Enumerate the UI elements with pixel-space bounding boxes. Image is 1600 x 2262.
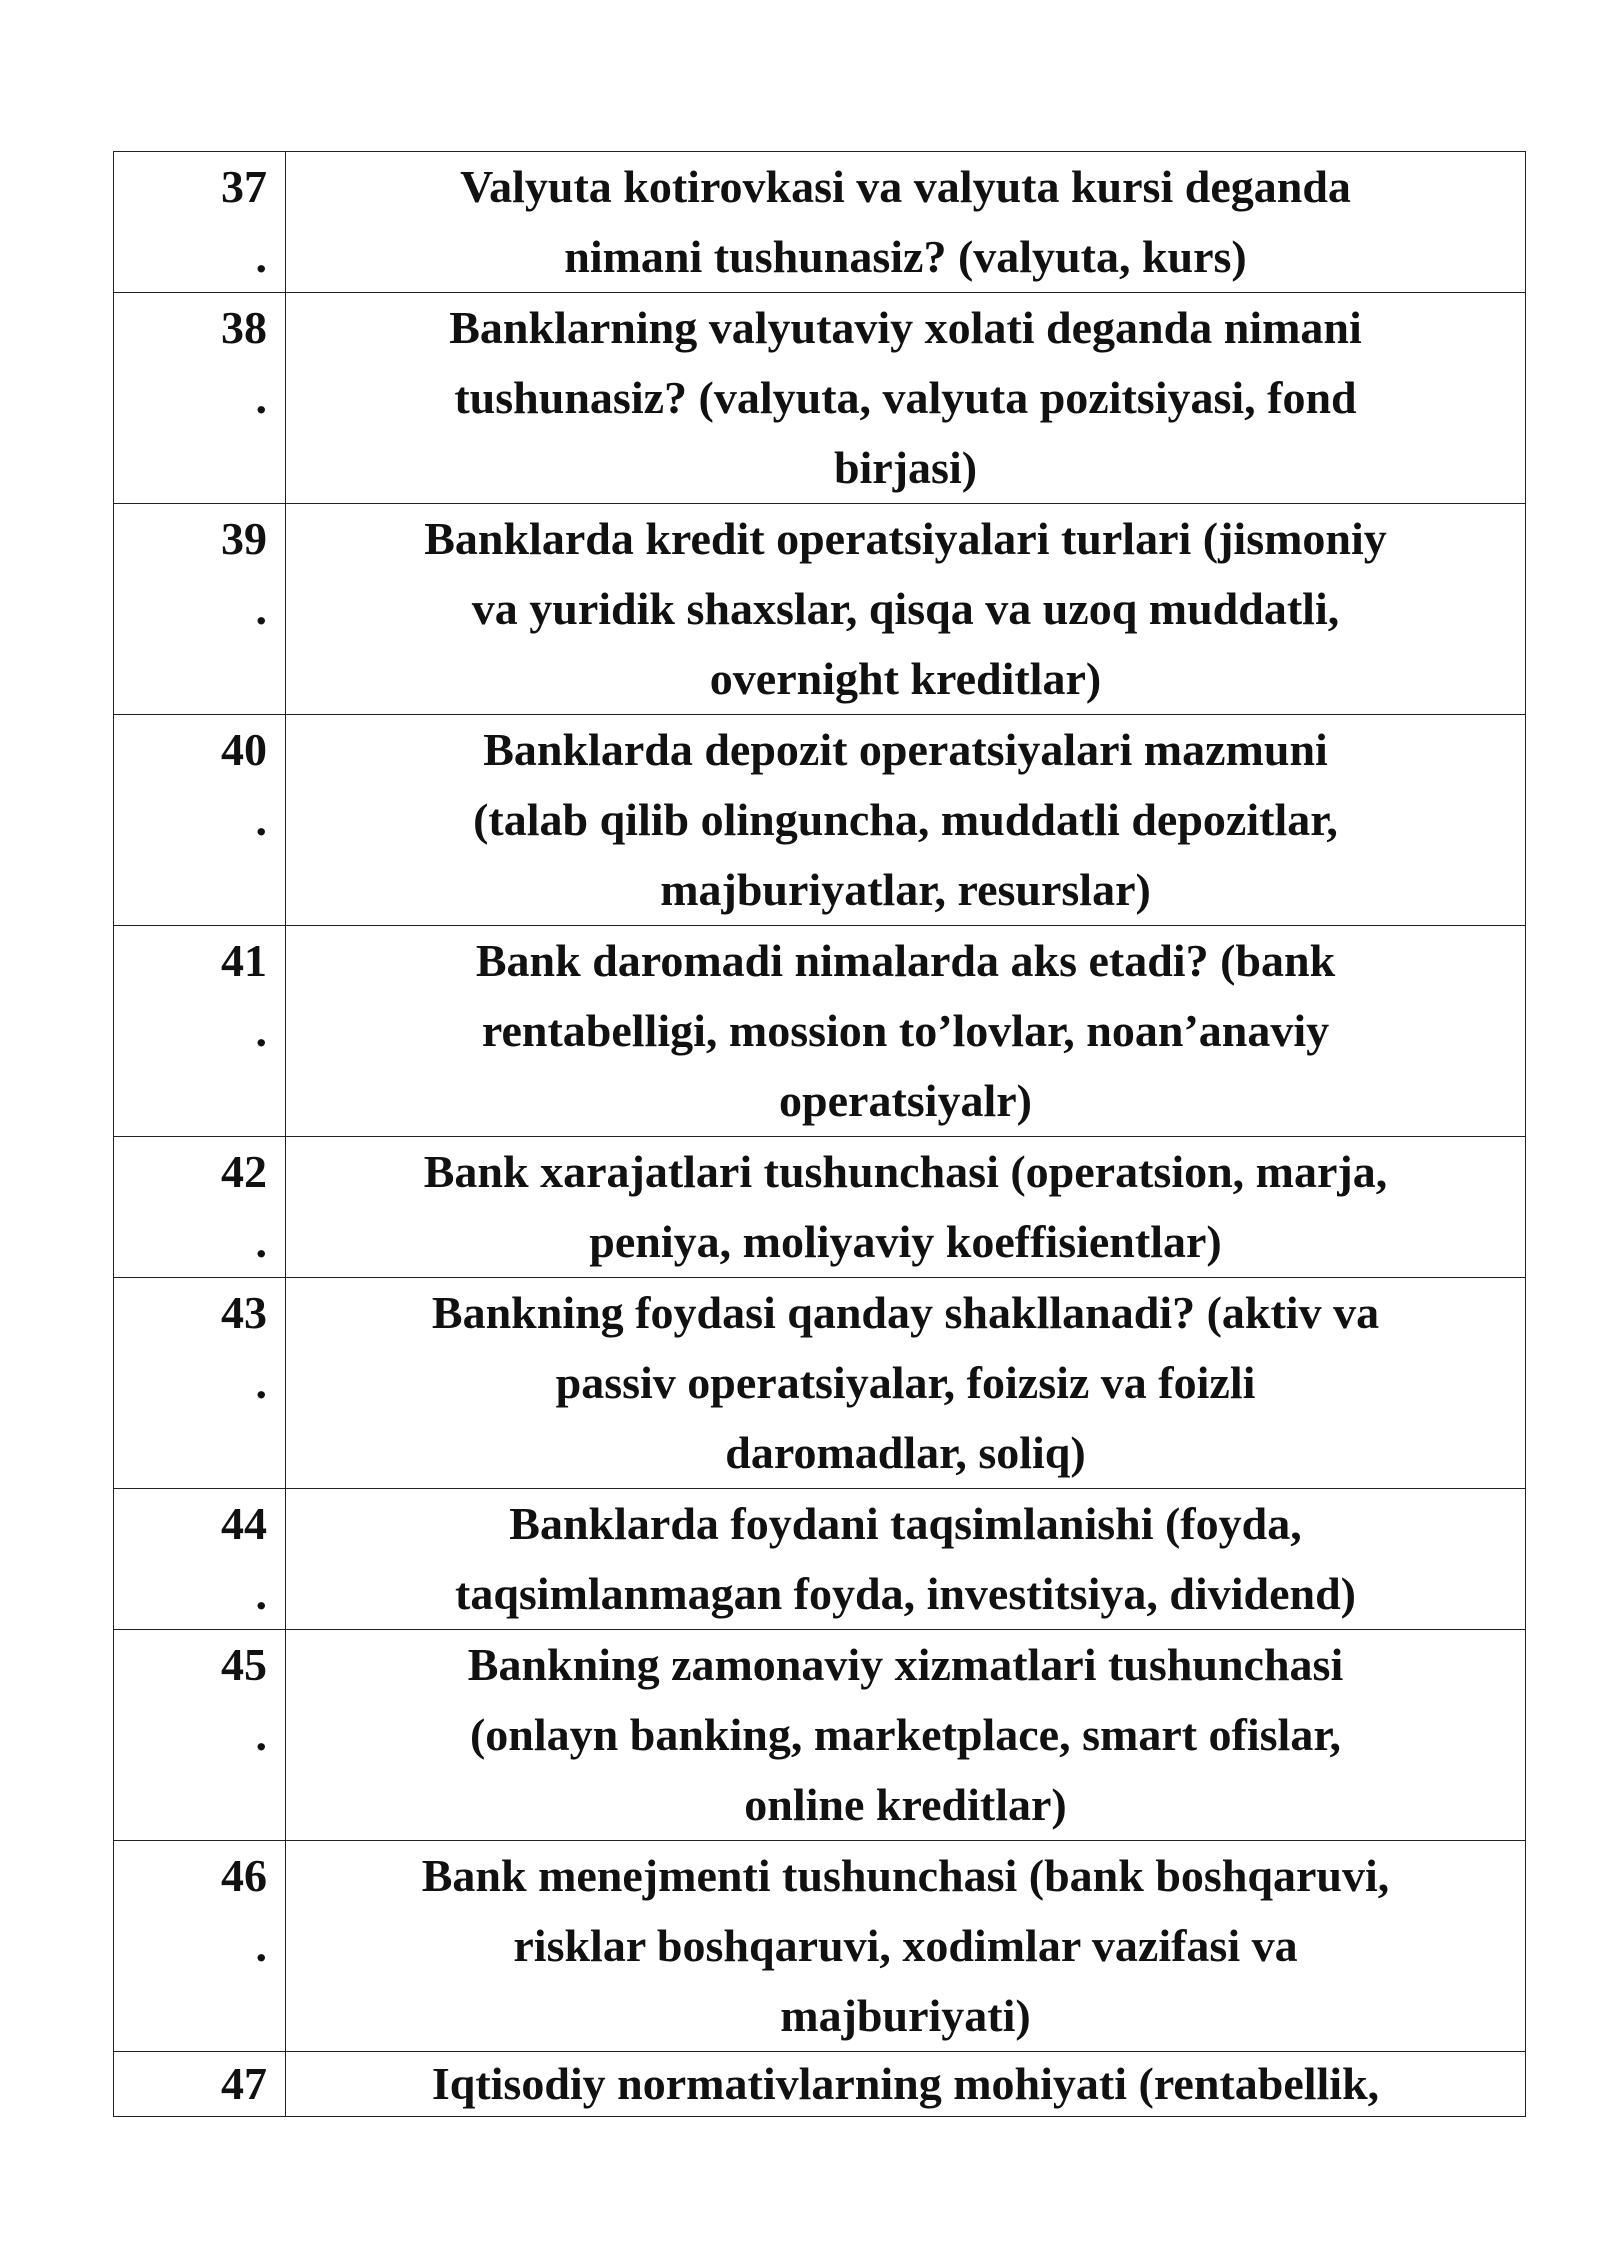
question-text-line: passiv operatsiyalar, foizsiz va foizli <box>555 1357 1256 1408</box>
question-number: 40 <box>221 724 267 775</box>
question-number-cell <box>114 1137 286 1278</box>
question-number-cell <box>114 152 286 293</box>
question-text-cell <box>286 715 1526 926</box>
question-number: 42 <box>221 1146 267 1197</box>
question-text-line: online kreditlar) <box>744 1779 1067 1830</box>
table-row <box>114 926 1526 1137</box>
question-text-line: Bank daromadi nimalarda aks etadi? (bank <box>475 935 1336 986</box>
question-text-line: peniya, moliyaviy koeffisientlar) <box>589 1216 1222 1267</box>
question-text-cell <box>286 1489 1526 1630</box>
question-number-cell <box>114 504 286 715</box>
question-text-cell <box>286 1630 1526 1841</box>
question-text-cell <box>286 1841 1526 2052</box>
question-number: 47 <box>221 2058 267 2109</box>
question-text-line: overnight kreditlar) <box>709 653 1102 704</box>
question-number-dot: . <box>255 1357 267 1408</box>
table-row <box>114 1278 1526 1489</box>
question-text-line: taqsimlanmagan foyda, investitsiya, dividend) <box>455 1568 1356 1619</box>
question-text-line: Banklarda foydani taqsimlanishi (foyda, <box>509 1498 1302 1549</box>
question-number-dot: . <box>255 1568 267 1619</box>
question-text-cell <box>286 926 1526 1137</box>
table-row <box>114 152 1526 293</box>
question-text-cell <box>286 1278 1526 1489</box>
question-text-line: Bank menejmenti tushunchasi (bank boshqaruvi, <box>421 1850 1390 1901</box>
question-text-line: birjasi) <box>833 442 978 493</box>
question-text-line: operatsiyalr) <box>779 1075 1032 1126</box>
question-text-line: (talab qilib olinguncha, muddatli depozitlar, <box>473 794 1338 845</box>
question-text-line: Bankning zamonaviy xizmatlari tushunchasi <box>467 1639 1344 1690</box>
table-row <box>114 715 1526 926</box>
table-row <box>114 1841 1526 2052</box>
question-text-line: (onlayn banking, marketplace, smart ofislar, <box>469 1709 1342 1760</box>
question-text-line: va yuridik shaxslar, qisqa va uzoq muddatli, <box>471 583 1340 634</box>
question-text-line: Bankning foydasi qanday shakllanadi? (aktiv va <box>431 1287 1380 1338</box>
question-number-dot: . <box>255 1709 267 1760</box>
question-number: 43 <box>221 1287 267 1338</box>
question-number: 38 <box>221 302 267 353</box>
question-text-cell <box>286 152 1526 293</box>
question-number-cell <box>114 293 286 504</box>
question-number-cell <box>114 1489 286 1630</box>
questions-table <box>113 151 1526 2117</box>
question-text-line: risklar boshqaruvi, xodimlar vazifasi va <box>513 1920 1298 1971</box>
question-number-dot: . <box>255 1920 267 1971</box>
question-number-dot: . <box>255 1216 267 1267</box>
question-number-cell <box>114 926 286 1137</box>
table-row <box>114 1489 1526 1630</box>
question-text-line: Banklarning valyutaviy xolati deganda nimani <box>449 302 1362 353</box>
question-number: 45 <box>221 1639 267 1690</box>
question-number: 44 <box>221 1498 267 1549</box>
question-text-line: Bank xarajatlari tushunchasi (operatsion, marja, <box>423 1146 1388 1197</box>
question-number: 37 <box>221 161 267 212</box>
question-text-line: majburiyatlar, resurslar) <box>660 864 1151 915</box>
table-row <box>114 293 1526 504</box>
question-text-cell <box>286 293 1526 504</box>
question-text-line: Iqtisodiy normativlarning mohiyati (rentabellik, <box>431 2058 1380 2109</box>
question-text-line: majburiyati) <box>780 1990 1031 2041</box>
question-number-cell <box>114 1841 286 2052</box>
question-number: 46 <box>221 1850 267 1901</box>
question-number-cell <box>114 2052 286 2117</box>
question-number-dot: . <box>255 372 267 423</box>
question-number: 41 <box>221 935 267 986</box>
question-text-line: Banklarda kredit operatsiyalari turlari (jismoniy <box>424 513 1387 564</box>
table-row <box>114 1137 1526 1278</box>
question-text-line: nimani tushunasiz? (valyuta, kurs) <box>564 231 1247 282</box>
question-number-cell <box>114 1630 286 1841</box>
question-text-line: Valyuta kotirovkasi va valyuta kursi deganda <box>460 161 1351 212</box>
question-text-cell <box>286 1137 1526 1278</box>
question-number-dot: . <box>255 231 267 282</box>
question-text-cell <box>286 504 1526 715</box>
question-text-line: tushunasiz? (valyuta, valyuta pozitsiyasi, fond <box>454 372 1357 423</box>
question-text-line: daromadlar, soliq) <box>725 1427 1086 1478</box>
question-text-cell <box>286 2052 1526 2117</box>
table-row <box>114 2052 1526 2117</box>
question-number-dot: . <box>255 583 267 634</box>
question-number-dot: . <box>255 1005 267 1056</box>
question-number-dot: . <box>255 794 267 845</box>
question-number-cell <box>114 715 286 926</box>
question-text-line: rentabelligi, mossion to’lovlar, noan’anaviy <box>481 1005 1330 1056</box>
question-text-line: Banklarda depozit operatsiyalari mazmuni <box>483 724 1328 775</box>
question-number: 39 <box>221 513 267 564</box>
table-row <box>114 1630 1526 1841</box>
table-row <box>114 504 1526 715</box>
question-number-cell <box>114 1278 286 1489</box>
